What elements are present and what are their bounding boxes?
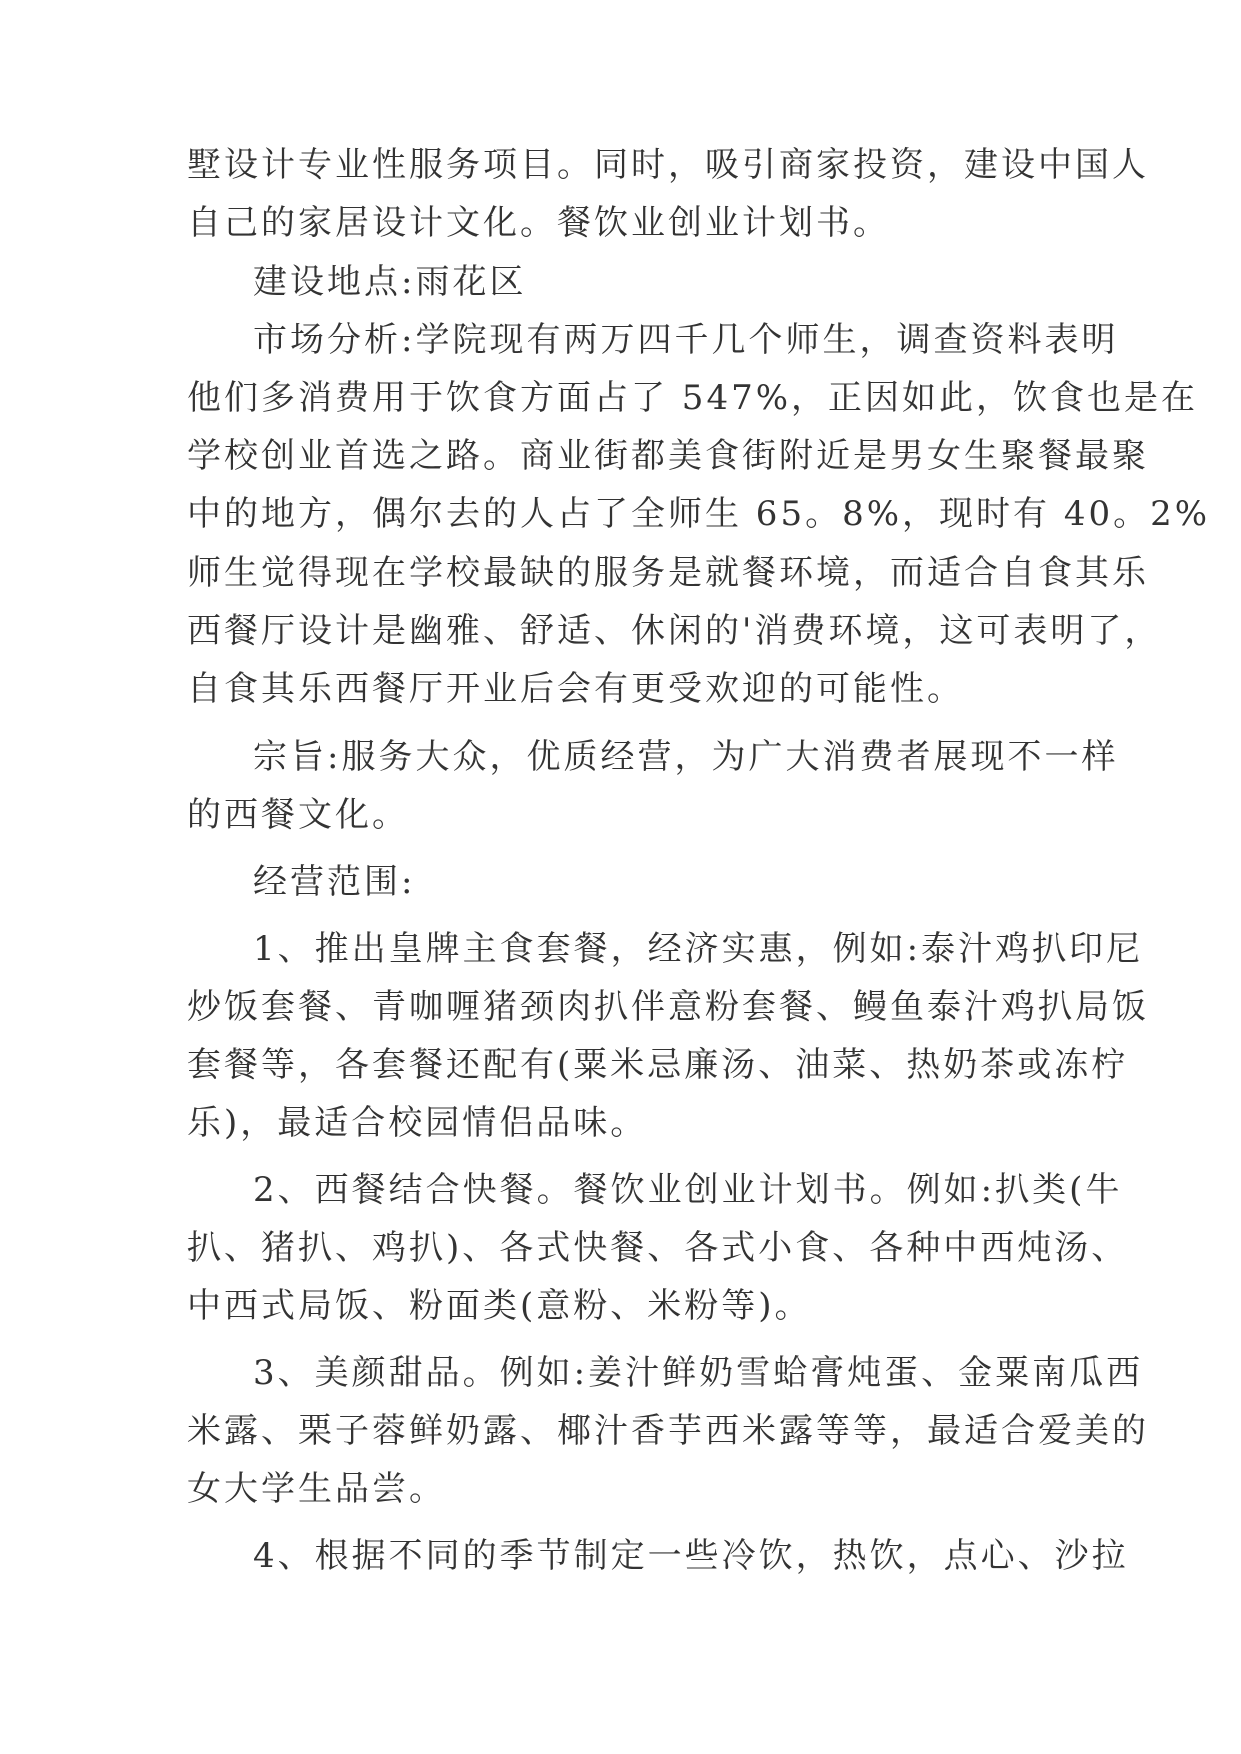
body-text-line: 经营范围: [253,862,416,902]
body-text-line: 自己的家居设计文化。餐饮业创业计划书。 [187,203,890,243]
body-text-line: 墅设计专业性服务项目。同时，吸引商家投资，建设中国人 [187,145,1149,185]
body-text-line: 宗旨:服务大众，优质经营，为广大消费者展现不一样 [253,737,1119,777]
body-text-line: 他们多消费用于饮食方面占了 547%，正因如此，饮食也是在 [187,378,1199,418]
body-text-line: 建设地点:雨花区 [253,262,527,302]
body-text-line: 扒、猪扒、鸡扒)、各式快餐、各式小食、各种中西炖汤、 [187,1228,1129,1268]
body-text-line: 套餐等，各套餐还配有(粟米忌廉汤、油菜、热奶茶或冻柠 [187,1045,1129,1085]
body-text-line: 1、推出皇牌主食套餐，经济实惠，例如:泰汁鸡扒印尼 [253,929,1144,969]
body-text-line: 的西餐文化。 [187,795,409,835]
body-text-line: 炒饭套餐、青咖喱猪颈肉扒伴意粉套餐、鳗鱼泰汁鸡扒局饭 [187,987,1149,1027]
body-text-line: 3、美颜甜品。例如:姜汁鲜奶雪蛤膏炖蛋、金粟南瓜西 [253,1353,1144,1393]
body-text-line: 女大学生品尝。 [187,1469,446,1509]
body-text-line: 自食其乐西餐厅开业后会有更受欢迎的可能性。 [187,669,964,709]
body-text-line: 市场分析:学院现有两万四千几个师生，调查资料表明 [253,320,1119,360]
body-text-line: 中西式局饭、粉面类(意粉、米粉等)。 [187,1286,812,1326]
body-text-line: 中的地方，偶尔去的人占了全师生 65。8%，现时有 40。2% [187,494,1211,534]
body-text-line: 米露、栗子蓉鲜奶露、椰汁香芋西米露等等，最适合爱美的 [187,1411,1149,1451]
body-text-line: 学校创业首选之路。商业街都美食街附近是男女生聚餐最聚 [187,436,1149,476]
body-text-line: 2、西餐结合快餐。餐饮业创业计划书。例如:扒类(牛 [253,1170,1123,1210]
body-text-line: 乐)，最适合校园情侣品味。 [187,1103,648,1143]
body-text-line: 4、根据不同的季节制定一些冷饮，热饮，点心、沙拉 [253,1536,1129,1576]
body-text-line: 西餐厅设计是幽雅、舒适、休闲的'消费环境，这可表明了， [187,611,1162,651]
body-text-line: 师生觉得现在学校最缺的服务是就餐环境，而适合自食其乐 [187,553,1149,593]
